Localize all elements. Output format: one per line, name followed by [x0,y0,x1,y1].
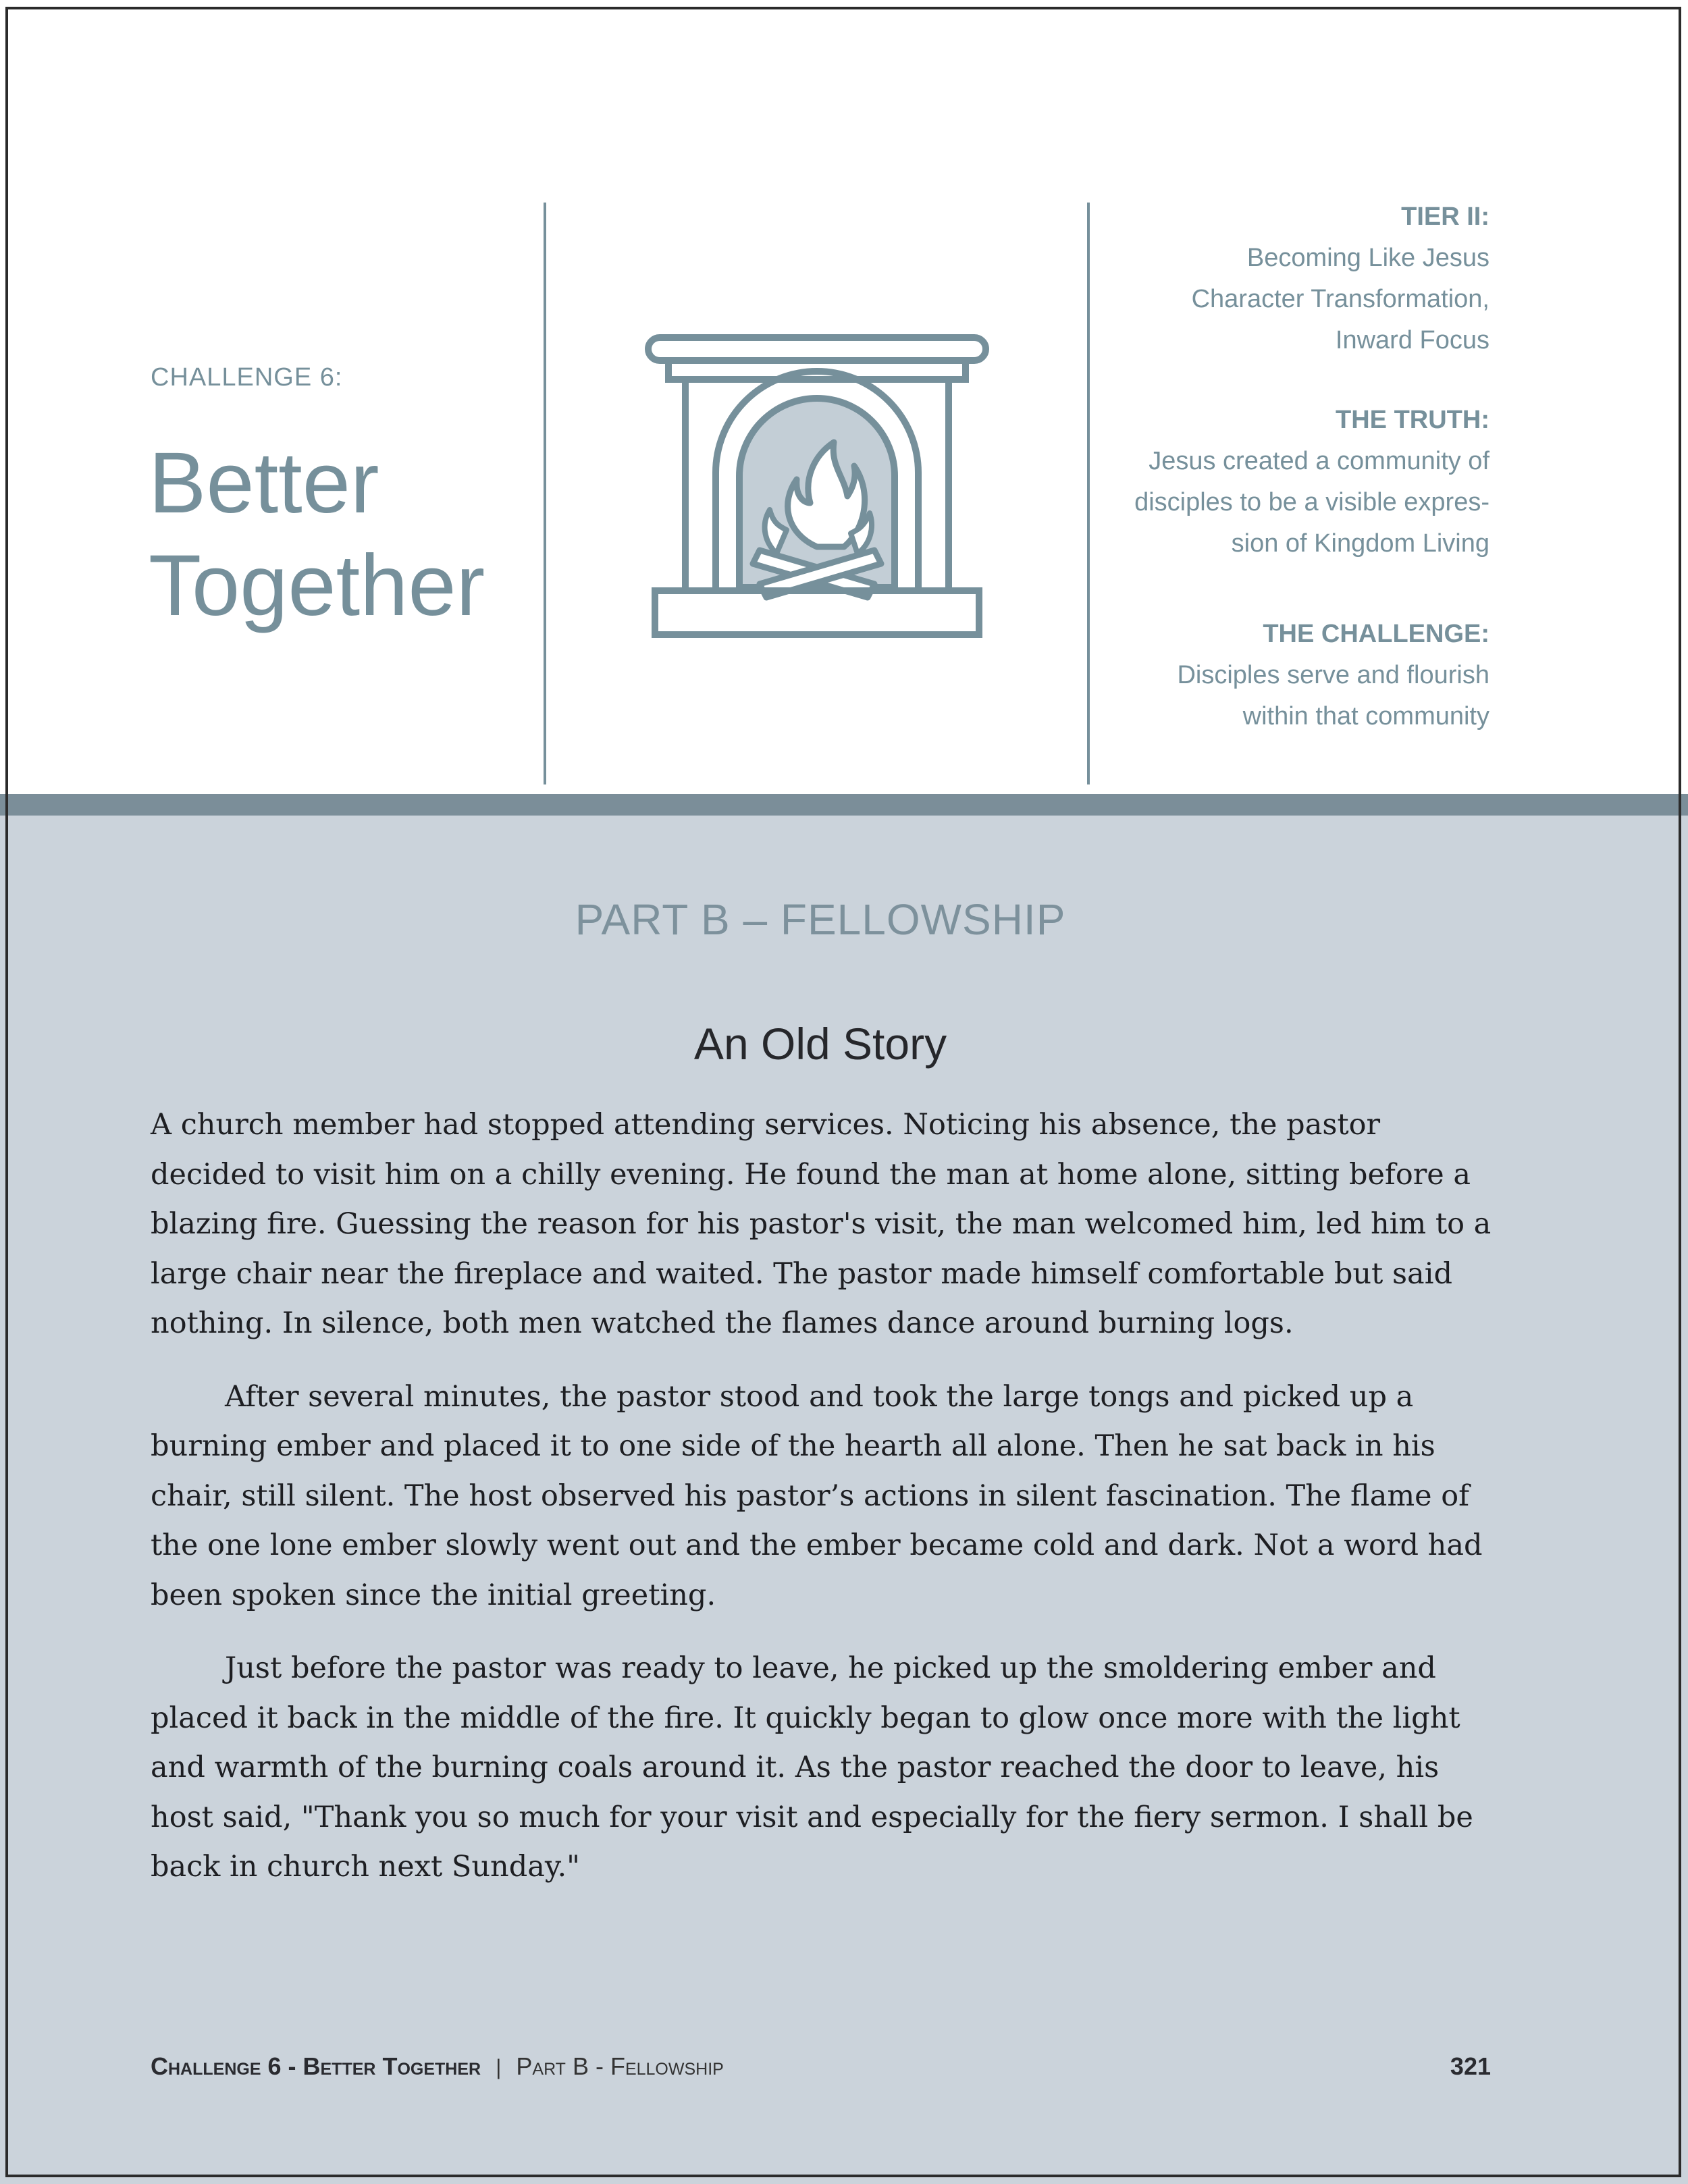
fireplace-icon [641,331,993,648]
story-paragraph: Just before the pastor was ready to leave, he picked up the smoldering ember and placed it back in the middle of the fire. It quickly began to glow once more with the light and warmth of the burning coals around it. As the pastor reached the door to leave, his host said, "Thank you so much for your visit and especially for the fiery sermon. I shall be back in church next Sunday." [151,1651,1473,1884]
chapter-title-line-2: Together [149,537,485,634]
divider-left [544,203,546,784]
tier-line: Becoming Like Jesus [1246,244,1489,272]
header-band [0,794,1688,816]
footer-running-title [151,2052,724,2080]
challenge-line: within that community [1242,702,1489,730]
truth-line: Jesus created a community of [1149,447,1489,475]
chapter-title [149,432,485,637]
tier-line: Inward Focus [1335,326,1489,354]
page-footer [151,2052,1491,2086]
chapter-title-line-1: Better [149,435,379,531]
story-title: An Old Story [693,1019,947,1069]
story-paragraph: After several minutes, the pastor stood and took the large tongs and picked up a burning ember and placed it to one side of the hearth all alone. Then he sat back in his chair, still silent. The host observed his pastor’s actions in silent fascination. The flame of the one lone ember slowly went out and the ember became cold and dark. Not a word had been spoken since the initial greeting. [151,1379,1483,1612]
part-title: PART B – FELLOWSHIP [575,895,1066,944]
chapter-summary [1080,196,1489,737]
truth-heading: THE TRUTH: [1336,406,1489,434]
footer-separator: | [496,2055,502,2079]
footer-challenge: Challenge 6 - Better Together [151,2052,481,2080]
challenge-label: CHALLENGE 6: [151,363,343,392]
story-paragraph: A church member had stopped attending services. Noticing his absence, the pastor decided to visit him on a chilly evening. He found the man at home alone, sitting before a blazing fire. Guessing the reason for his pastor's visit, the man welcomed him, led him to a large chair near the fireplace and waited. The pastor made himself comfortable but said nothing. In silence, both men watched the flames dance around burning logs. [151,1108,1492,1340]
tier-line: Character Transformation, [1191,285,1489,313]
chapter-header [0,0,1688,794]
tier-heading: TIER II: [1401,203,1489,231]
truth-line: disciples to be a visible expres- [1134,488,1489,516]
challenge-line: Disciples serve and flourish [1177,661,1489,689]
truth-line: sion of Kingdom Living [1231,529,1489,558]
footer-part: Part B - Fellowship [516,2052,724,2080]
page-number: 321 [1450,2052,1491,2080]
story-text [151,1100,1501,1916]
challenge-heading: THE CHALLENGE: [1263,620,1489,648]
